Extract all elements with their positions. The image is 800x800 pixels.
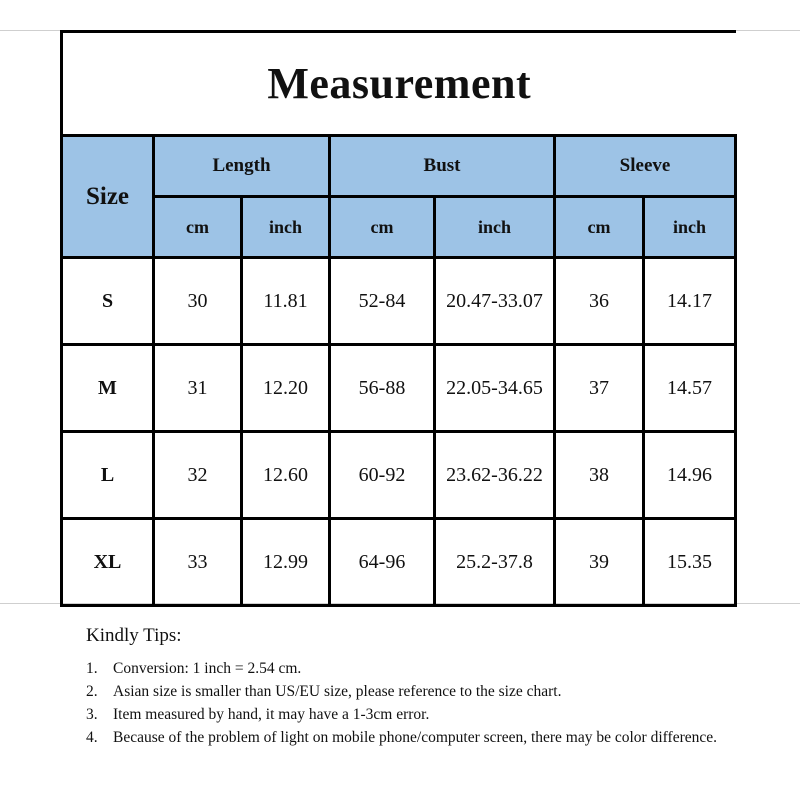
bust-cm-cell: 64-96 <box>330 519 435 606</box>
list-number: 1. <box>86 660 98 677</box>
length-cm-cell: 33 <box>154 519 242 606</box>
tip-text: Asian size is smaller than US/EU size, please reference to the size chart. <box>113 683 562 700</box>
table-row <box>62 432 736 519</box>
table-row <box>62 258 736 345</box>
list-item <box>86 703 746 726</box>
page-title: Measurement <box>267 59 532 108</box>
length-cm-cell: 30 <box>154 258 242 345</box>
list-item <box>86 680 746 703</box>
bust-inch-cell: 22.05-34.65 <box>435 345 555 432</box>
kindly-tips <box>86 625 746 749</box>
sleeve-cm-cell: 38 <box>555 432 644 519</box>
table-row <box>62 345 736 432</box>
list-item <box>86 657 746 680</box>
bust-inch-cell: 20.47-33.07 <box>435 258 555 345</box>
length-inch-cell: 12.20 <box>242 345 330 432</box>
bust-header: Bust <box>330 136 555 197</box>
size-chart-table <box>60 30 737 607</box>
unit-header: inch <box>242 197 330 258</box>
unit-header: cm <box>330 197 435 258</box>
tips-title: Kindly Tips: <box>86 625 182 646</box>
length-header: Length <box>154 136 330 197</box>
length-inch-cell: 12.60 <box>242 432 330 519</box>
sleeve-inch-cell: 15.35 <box>644 519 736 606</box>
list-number: 3. <box>86 706 98 723</box>
length-cm-cell: 32 <box>154 432 242 519</box>
size-header: Size <box>62 136 154 258</box>
unit-header: cm <box>154 197 242 258</box>
sleeve-cm-cell: 37 <box>555 345 644 432</box>
bust-cm-cell: 52-84 <box>330 258 435 345</box>
size-cell: M <box>62 345 154 432</box>
sleeve-inch-cell: 14.57 <box>644 345 736 432</box>
table-row <box>62 519 736 606</box>
sleeve-cm-cell: 39 <box>555 519 644 606</box>
list-number: 2. <box>86 683 98 700</box>
size-cell: S <box>62 258 154 345</box>
length-inch-cell: 12.99 <box>242 519 330 606</box>
tip-text: Item measured by hand, it may have a 1-3cm error. <box>113 706 430 723</box>
length-cm-cell: 31 <box>154 345 242 432</box>
sleeve-cm-cell: 36 <box>555 258 644 345</box>
sleeve-header: Sleeve <box>555 136 736 197</box>
bust-cm-cell: 56-88 <box>330 345 435 432</box>
unit-header: inch <box>644 197 736 258</box>
length-inch-cell: 11.81 <box>242 258 330 345</box>
bust-inch-cell: 25.2-37.8 <box>435 519 555 606</box>
unit-header: inch <box>435 197 555 258</box>
unit-header: cm <box>555 197 644 258</box>
title-cell <box>62 32 736 136</box>
sleeve-inch-cell: 14.96 <box>644 432 736 519</box>
tips-list <box>86 657 746 749</box>
list-item <box>86 726 746 749</box>
tip-text: Conversion: 1 inch = 2.54 cm. <box>113 660 302 677</box>
list-number: 4. <box>86 729 98 746</box>
bust-inch-cell: 23.62-36.22 <box>435 432 555 519</box>
bust-cm-cell: 60-92 <box>330 432 435 519</box>
tip-text: Because of the problem of light on mobile phone/computer screen, there may be color difference. <box>113 729 717 746</box>
size-cell: L <box>62 432 154 519</box>
size-cell: XL <box>62 519 154 606</box>
sleeve-inch-cell: 14.17 <box>644 258 736 345</box>
